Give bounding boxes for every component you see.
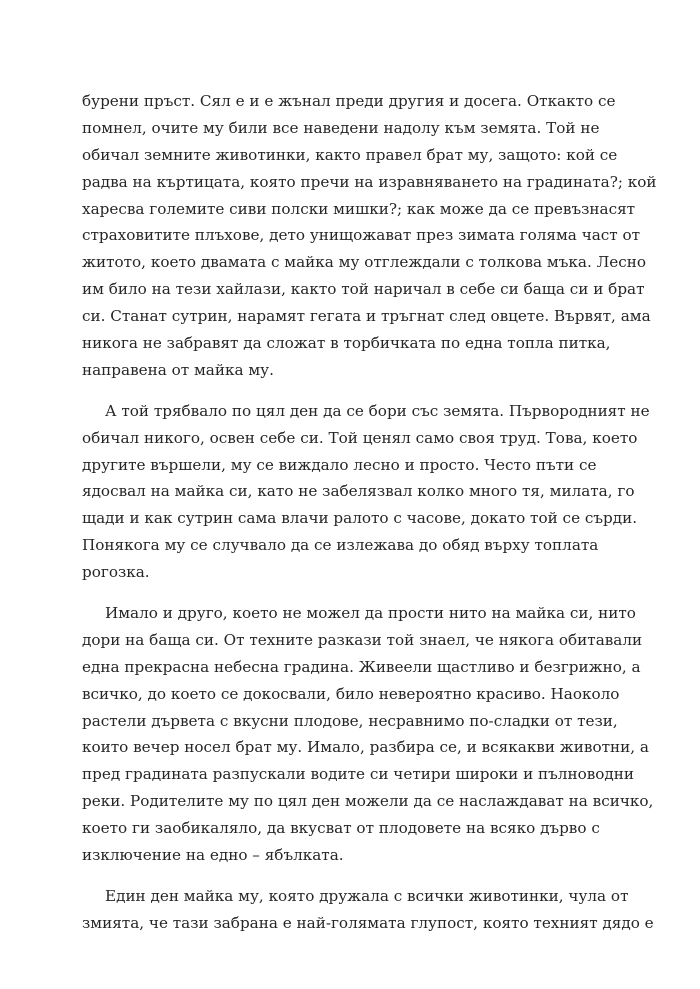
text-line: Един ден майка му, която дружала с всички животинки, чула от — [105, 886, 629, 905]
text-line: рогозка. — [82, 563, 150, 582]
text-line: обичал земните животинки, както правел брат му, защото: кой се — [82, 145, 618, 164]
text-line: обичал никого, освен себе си. Той ценял само своя труд. Това, което — [82, 428, 638, 447]
text-line: които вечер носел брат му. Имало, разбира се, и всякакви животни, а — [82, 738, 649, 757]
text-line: което ги заобикаляло, да вкусват от плодовете на всяко дърво с — [82, 819, 600, 838]
text-line: Понякога му се случвало да се излежава до обяд върху топлата — [82, 536, 599, 555]
text-line: направена от майка му. — [82, 360, 274, 379]
text-line: змията, че тази забрана е най-голямата глупост, която техният дядо е — [82, 913, 654, 932]
text-line: никога не забравят да сложат в торбичката по една топла питка, — [82, 334, 611, 353]
text-line: харесва големите сиви полски мишки?; как може да се превъзнасят — [82, 199, 636, 218]
text-line: изключение на едно – ябълката. — [82, 846, 344, 865]
text-line: житото, което двамата с майка му отглеждали с толкова мъка. Лесно — [82, 253, 647, 272]
text-line: Имало и друго, което не можел да прости нито на майка си, нито — [105, 604, 636, 623]
paragraph — [82, 398, 650, 586]
text-line: щади и как сутрин сама влачи ралото с часове, докато той се сърди. — [82, 509, 638, 528]
paragraph — [82, 883, 654, 937]
text-line: растели дървета с вкусни плодове, несравнимо по-сладки от тези, — [82, 711, 618, 730]
text-line: реки. Родителите му по цял ден можели да се наслаждават на всичко, — [82, 792, 654, 811]
paragraph — [82, 88, 657, 384]
text-line: пред градината разпускали водите си четири широки и пълноводни — [82, 765, 635, 784]
text-line: радва на къртицата, която пречи на изравняването на градината?; кой — [82, 172, 657, 191]
text-line: една прекрасна небесна градина. Живеели щастливо и безгрижно, а — [82, 657, 641, 676]
text-line: им било на тези хайлази, както той наричал в себе си баща си и брат — [82, 280, 645, 299]
text-line: помнел, очите му били все наведени надолу към земята. Той не — [82, 118, 600, 137]
text-line: страховитите плъхове, дето унищожават през зимата голяма част от — [82, 226, 641, 245]
text-line: всичко, до което се докосвали, било невероятно красиво. Наоколо — [82, 684, 620, 703]
text-line: дори на баща си. От техните разкази той знаел, че някога обитавали — [82, 630, 643, 649]
text-line: бурени пръст. Сял е и е жънал преди другия и досега. Откакто се — [82, 92, 616, 110]
page-text — [82, 88, 657, 951]
text-line: А той трябвало по цял ден да се бори със земята. Първородният не — [105, 401, 650, 420]
text-line: си. Станат сутрин, нарамят гегата и тръгнат след овцете. Вървят, ама — [82, 307, 651, 326]
text-line: другите вършели, му се виждало лесно и просто. Често пъти се — [82, 455, 597, 474]
text-line: ядосвал на майка си, като не забелязвал колко много тя, милата, го — [82, 482, 635, 501]
paragraph — [82, 600, 654, 869]
